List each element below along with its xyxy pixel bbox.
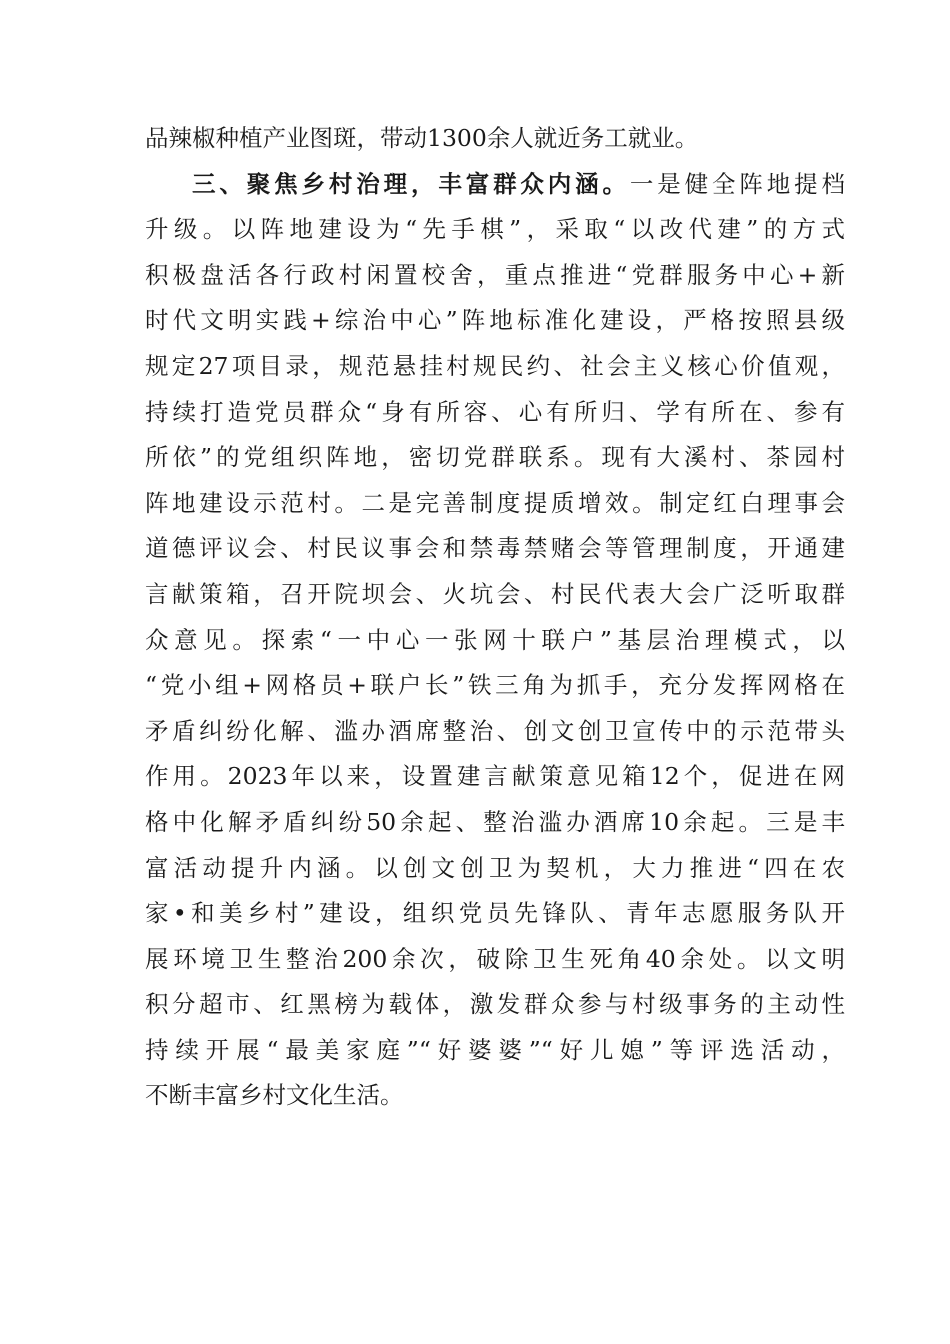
- text-line: 道德评议会、村民议事会和禁毒禁赌会等管理制度，开通建: [145, 534, 845, 563]
- text-line: 积极盘活各行政村闲置校舍，重点推进“党群服务中心+新: [145, 260, 845, 289]
- text-line: 规定27项目录，规范悬挂村规民约、社会主义核心价值观，: [145, 351, 845, 380]
- text-line: 阵地建设示范村。二是完善制度提质增效。制定红白理事会: [145, 488, 845, 517]
- text-line: 升级。以阵地建设为“先手棋”，采取“以改代建”的方式: [145, 215, 845, 244]
- text-line: 矛盾纠纷化解、滥办酒席整治、创文创卫宣传中的示范带头: [145, 716, 845, 745]
- text-line: 格中化解矛盾纠纷50余起、整治滥办酒席10余起。三是丰: [145, 807, 845, 836]
- text-line: 时代文明实践+综治中心”阵地标准化建设，严格按照县级: [145, 306, 845, 335]
- text-line: 家•和美乡村”建设，组织党员先锋队、青年志愿服务队开: [145, 899, 845, 928]
- text-line: 言献策箱，召开院坝会、火坑会、村民代表大会广泛听取群: [145, 579, 845, 608]
- text-line: 富活动提升内涵。以创文创卫为契机，大力推进“四在农: [145, 853, 845, 882]
- text-line: 所依”的党组织阵地，密切党群联系。现有大溪村、茶园村: [145, 443, 845, 472]
- document-body: [145, 116, 845, 1119]
- text-line: 积分超市、红黑榜为载体，激发群众参与村级事务的主动性: [145, 990, 845, 1019]
- text-line: 不断丰富乡村文化生活。: [145, 1081, 404, 1110]
- text-line: 持续开展“最美家庭”“好婆婆”“好儿媳”等评选活动，: [145, 1035, 845, 1064]
- text-line: 持续打造党员群众“身有所容、心有所归、学有所在、参有: [145, 397, 845, 426]
- section-heading-line: [145, 162, 845, 208]
- text-line: 作用。2023年以来，设置建言献策意见箱12个，促进在网: [145, 762, 845, 791]
- section-heading: 三、聚焦乡村治理，丰富群众内涵。: [192, 169, 630, 198]
- text-line: 众意见。探索“一中心一张网十联户”基层治理模式，以: [145, 625, 845, 654]
- text-line: “党小组+网格员+联户长”铁三角为抓手，充分发挥网格在: [145, 671, 845, 700]
- text-line: 品辣椒种植产业图斑，带动1300余人就近务工就业。: [145, 124, 699, 152]
- text-line: 一是健全阵地提档: [629, 169, 846, 198]
- text-line: 展环境卫生整治200余次，破除卫生死角40余处。以文明: [145, 944, 845, 973]
